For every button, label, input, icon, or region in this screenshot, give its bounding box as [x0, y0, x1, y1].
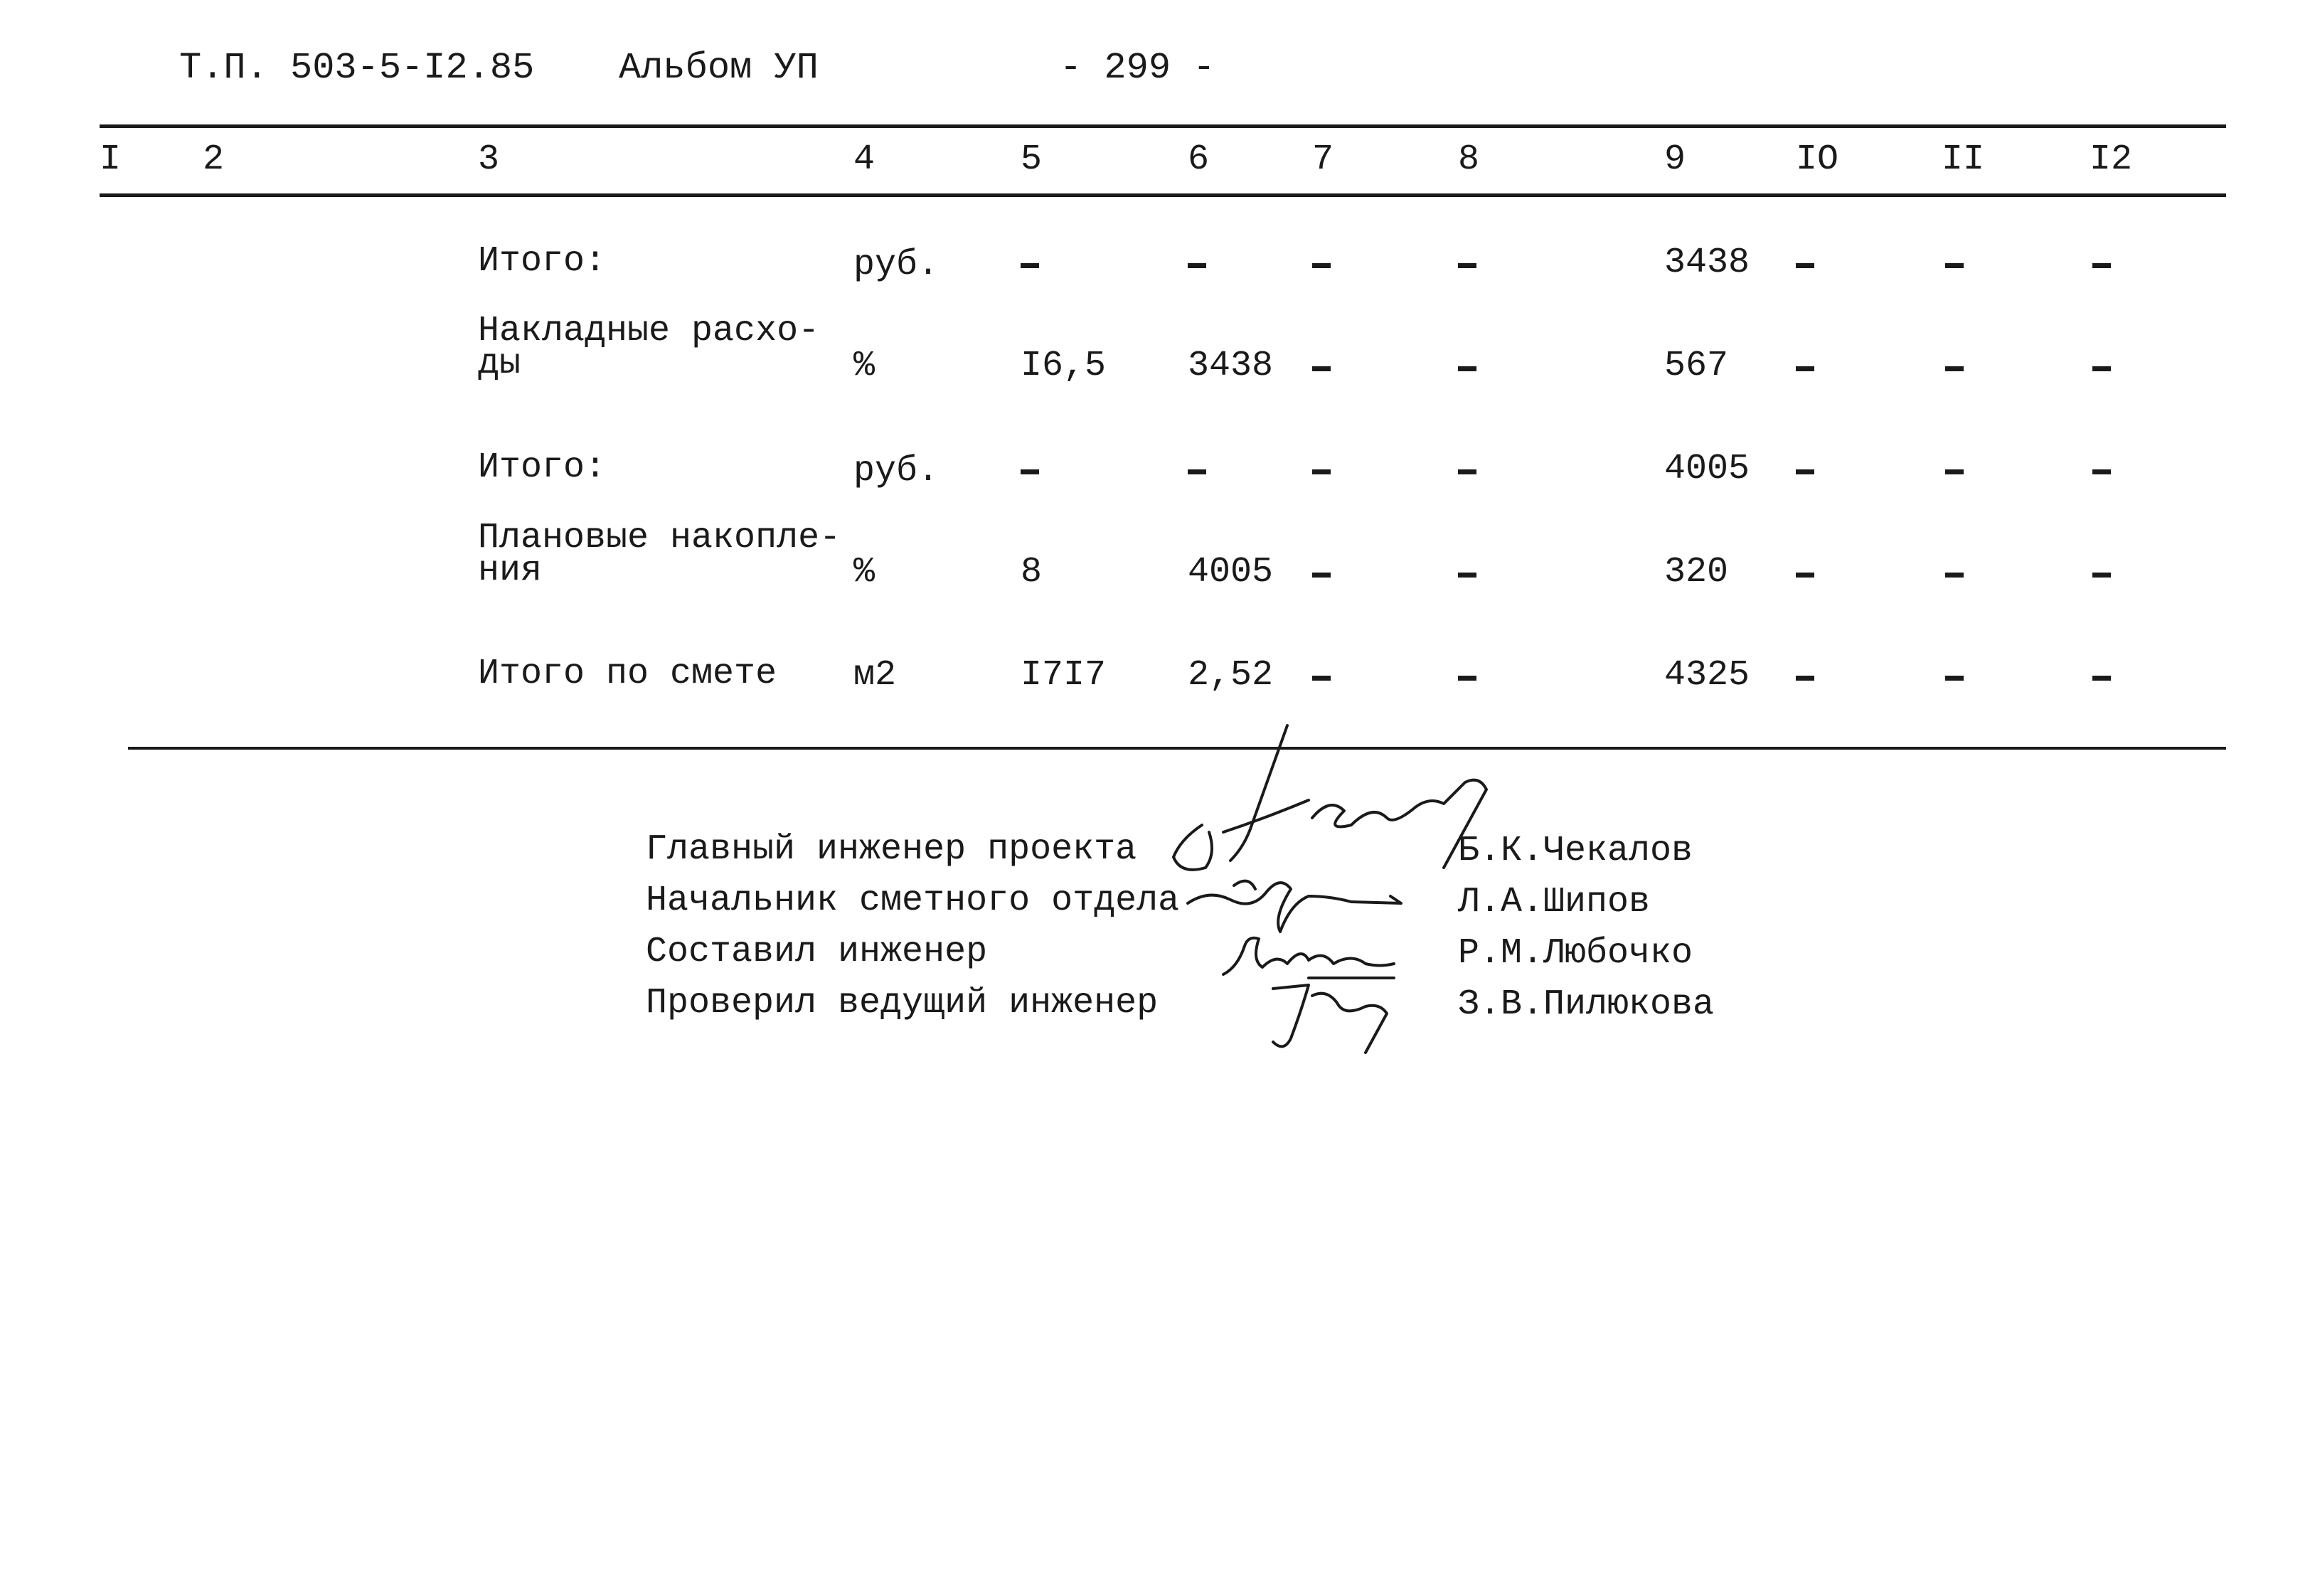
empty-cell-dash	[1945, 573, 1964, 578]
row-name: Плановые накопле-	[478, 518, 841, 558]
signer-name: Р.М.Любочко	[1458, 933, 1693, 974]
column-number: IO	[1796, 139, 1839, 180]
empty-cell-dash	[1458, 366, 1476, 371]
empty-cell-dash	[1796, 676, 1814, 681]
empty-cell-dash	[1021, 469, 1039, 474]
table-header-bottom-rule	[100, 193, 2226, 197]
empty-cell-dash	[1945, 366, 1964, 371]
empty-cell-dash	[2092, 469, 2111, 474]
chief-engineer-signature	[1138, 725, 1508, 882]
row-name: Итого:	[478, 241, 607, 282]
empty-cell-dash	[1312, 263, 1331, 268]
column-number: 3	[478, 139, 500, 180]
row-base: 3438	[1188, 346, 1274, 386]
row-unit: руб.	[853, 245, 940, 285]
empty-cell-dash	[1796, 469, 1814, 474]
column-number: 7	[1312, 139, 1334, 180]
row-name-continuation: ния	[478, 550, 543, 591]
row-rate: I6,5	[1021, 346, 1107, 386]
empty-cell-dash	[1458, 263, 1476, 268]
column-number: 9	[1664, 139, 1686, 180]
column-number: 4	[853, 139, 875, 180]
empty-cell-dash	[1458, 573, 1476, 578]
empty-cell-dash	[1312, 469, 1331, 474]
signer-name: З.В.Пилюкова	[1458, 984, 1715, 1025]
row-base: 2,52	[1188, 655, 1274, 696]
row-name: Итого:	[478, 447, 607, 488]
empty-cell-dash	[1312, 676, 1331, 681]
empty-cell-dash	[1188, 469, 1206, 474]
empty-cell-dash	[2092, 676, 2111, 681]
signer-name: Л.А.Шипов	[1458, 882, 1651, 922]
row-unit: руб.	[853, 451, 940, 491]
row-base: 4005	[1188, 552, 1274, 592]
signer-role: Главный инженер проекта	[646, 829, 1137, 870]
empty-cell-dash	[1312, 573, 1331, 578]
empty-cell-dash	[1945, 469, 1964, 474]
empty-cell-dash	[1312, 366, 1331, 371]
row-name: Накладные расхо-	[478, 311, 820, 351]
signer-role: Составил инженер	[646, 932, 988, 972]
column-number: I	[100, 139, 122, 180]
lead-engineer-signature	[1259, 974, 1401, 1060]
document-code: Т.П. 503-5-I2.85	[179, 47, 535, 89]
empty-cell-dash	[1796, 263, 1814, 268]
column-number: 2	[203, 139, 225, 180]
empty-cell-dash	[1945, 676, 1964, 681]
column-number: 5	[1021, 139, 1043, 180]
signer-role: Проверил ведущий инженер	[646, 983, 1159, 1023]
row-unit: м2	[853, 655, 897, 696]
empty-cell-dash	[1458, 676, 1476, 681]
table-top-rule	[100, 124, 2226, 128]
row-total: 567	[1664, 346, 1729, 386]
page-number: - 299 -	[1060, 47, 1215, 89]
empty-cell-dash	[2092, 573, 2111, 578]
empty-cell-dash	[1796, 573, 1814, 578]
column-number: I2	[2090, 139, 2133, 180]
signer-name: Б.К.Чекалов	[1458, 831, 1693, 871]
row-unit: %	[853, 346, 875, 386]
row-total: 4005	[1664, 449, 1750, 489]
row-unit: %	[853, 552, 875, 592]
empty-cell-dash	[1945, 263, 1964, 268]
row-total: 4325	[1664, 655, 1750, 696]
row-name: Итого по смете	[478, 654, 777, 694]
empty-cell-dash	[2092, 366, 2111, 371]
empty-cell-dash	[1458, 469, 1476, 474]
signer-role: Начальник сметного отдела	[646, 881, 1180, 921]
empty-cell-dash	[1021, 263, 1039, 268]
album-label: Альбом УП	[619, 47, 819, 89]
row-total: 320	[1664, 552, 1729, 592]
row-rate: 8	[1021, 552, 1043, 592]
column-number: 6	[1188, 139, 1210, 180]
row-total: 3438	[1664, 243, 1750, 283]
empty-cell-dash	[2092, 263, 2111, 268]
column-number: 8	[1458, 139, 1480, 180]
empty-cell-dash	[1796, 366, 1814, 371]
row-rate: I7I7	[1021, 655, 1107, 696]
empty-cell-dash	[1188, 263, 1206, 268]
row-name-continuation: ды	[478, 344, 521, 384]
column-number: II	[1942, 139, 1985, 180]
